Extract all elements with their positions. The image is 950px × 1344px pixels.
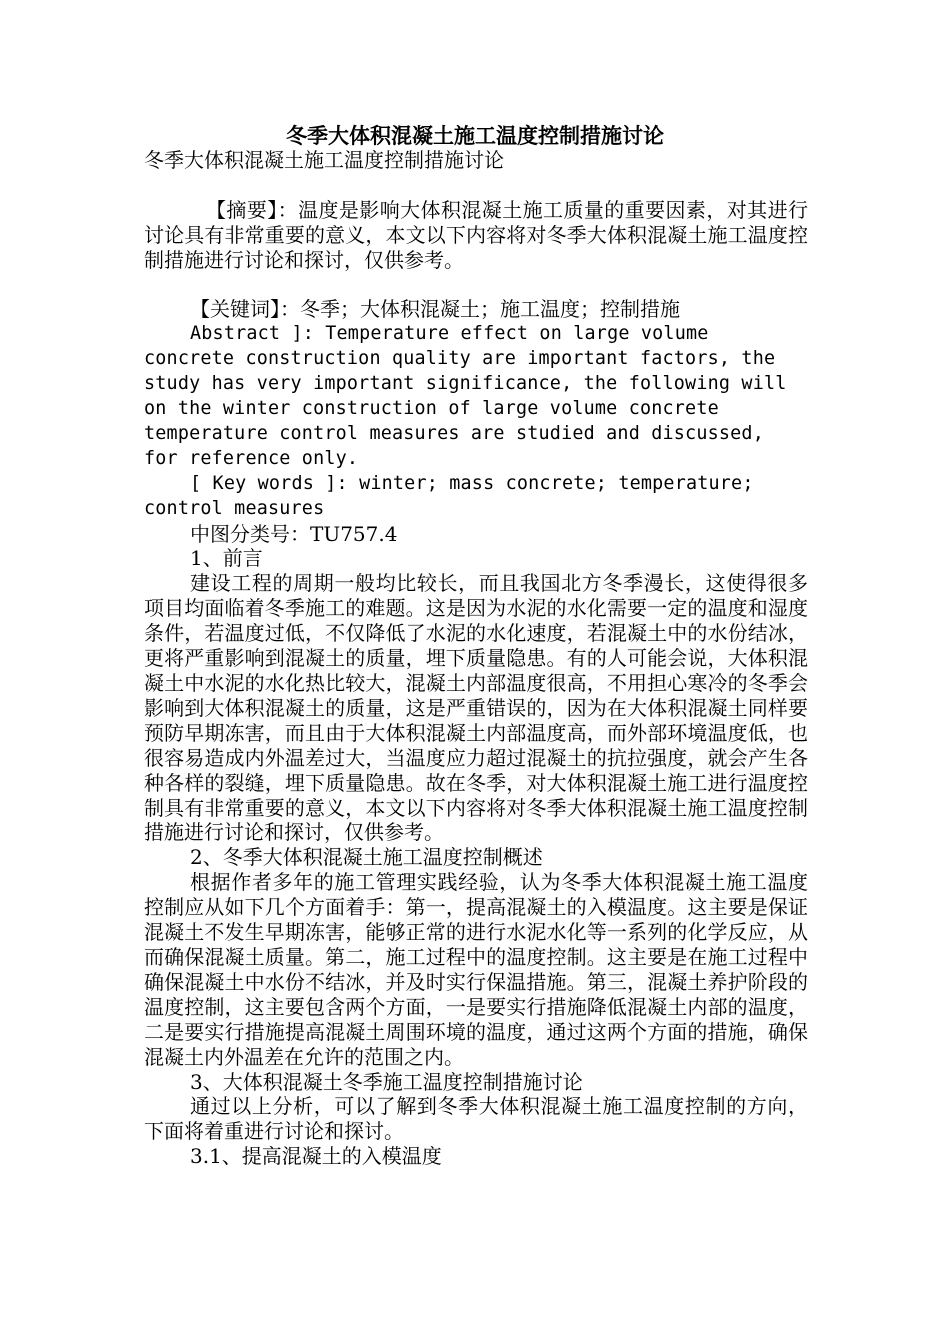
document-subtitle: 冬季大体积混凝土施工温度控制措施讨论 bbox=[144, 148, 504, 172]
section-2-body: 根据作者多年的施工管理实践经验，认为冬季大体积混凝土施工温度控制应从如下几个方面着手：第一，提高混凝土的入模温度。这主要是保证混凝土不发生早期冻害，能够正常的进行水泥水化等一系列的化学反应，从而确保混凝土质量。第二，施工过程中的温度控制。这主要是在施工过程中确保混凝土中水份不结冰，并及时实行保温措施。第三，混凝土养护阶段的温度控制，这主要包含两个方面，一是要实行措施降低混凝土内部的温度，二是要实行措施提高混凝土周围环境的温度，通过这两个方面的措施，确保混凝土内外温差在允许的范围之内。 bbox=[144, 870, 808, 1069]
classification-number: 中图分类号：TU757.4 bbox=[190, 521, 398, 546]
section-3-heading: 3、大体积混凝土冬季施工温度控制措施讨论 bbox=[190, 1069, 583, 1094]
blank-line bbox=[144, 173, 808, 198]
blank-line bbox=[144, 273, 808, 298]
document-title: 冬季大体积混凝土施工温度控制措施讨论 bbox=[286, 123, 664, 148]
section-3-body: 通过以上分析，可以了解到冬季大体积混凝土施工温度控制的方向，下面将着重进行讨论和探讨。 bbox=[144, 1094, 808, 1144]
keywords-cn: 【关键词】：冬季；大体积混凝土；施工温度；控制措施 bbox=[190, 297, 680, 322]
section-2-heading: 2、冬季大体积混凝土施工温度控制概述 bbox=[190, 845, 543, 870]
document-body bbox=[144, 148, 808, 1169]
abstract-en: Abstract ]: Temperature effect on large volume concrete construction quality are important factors, the study has very important significance, the following will on the winter construction of large volume concrete temperature control measures are studied and discussed, for reference only. bbox=[144, 323, 787, 469]
section-1-body: 建设工程的周期一般均比较长，而且我国北方冬季漫长，这使得很多项目均面临着冬季施工的难题。这是因为水泥的水化需要一定的温度和湿度条件，若温度过低，不仅降低了水泥的水化速度，若混凝土中的水份结冰，更将严重影响到混凝土的质量，埋下质量隐患。有的人可能会说，大体积混凝土中水泥的水化热比较大，混凝土内部温度很高，不用担心寒冷的冬季会影响到大体积混凝土的质量，这是严重错误的，因为在大体积混凝土同样要预防早期冻害，而且由于大体积混凝土内部温度高，而外部环境温度低，也很容易造成内外温差过大，当温度应力超过混凝土的抗拉强度，就会产生各种各样的裂缝，埋下质量隐患。故在冬季，对大体积混凝土施工进行温度控制具有非常重要的意义，本文以下内容将对冬季大体积混凝土施工温度控制措施进行讨论和探讨，仅供参考。 bbox=[144, 571, 808, 845]
section-3-1-heading: 3.1、提高混凝土的入模温度 bbox=[190, 1144, 442, 1169]
abstract-cn: 【摘要】：温度是影响大体积混凝土施工质量的重要因素，对其进行讨论具有非常重要的意义，本文以下内容将对冬季大体积混凝土施工温度控制措施进行讨论和探讨，仅供参考。 bbox=[144, 197, 808, 272]
section-1-heading: 1、前言 bbox=[190, 546, 263, 571]
keywords-en: [ Key words ]: winter; mass concrete; temperature; control measures bbox=[144, 472, 754, 519]
